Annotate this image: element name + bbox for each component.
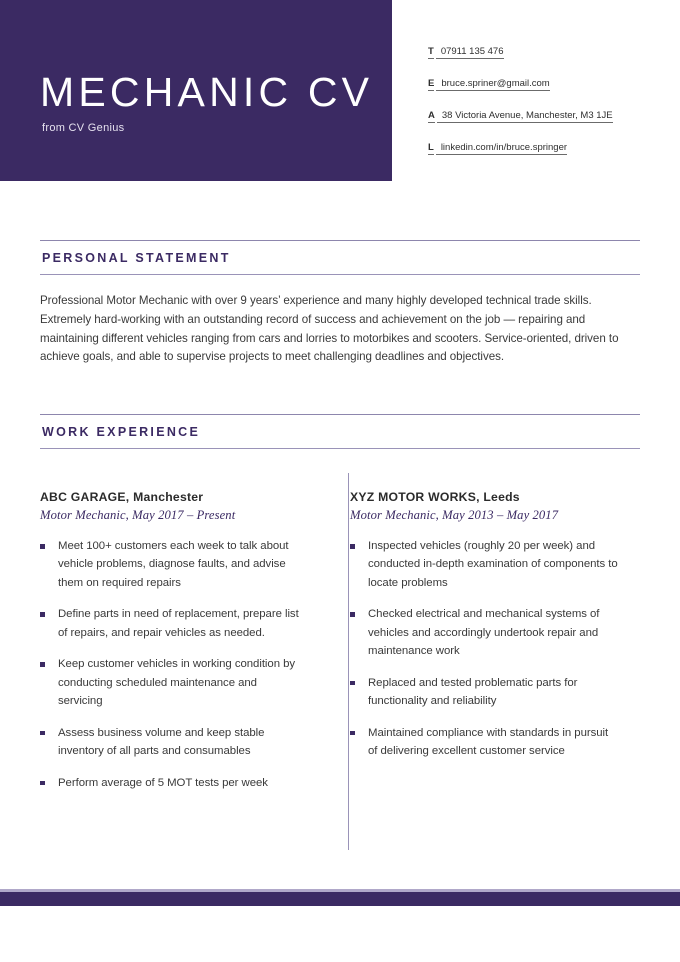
list-item: Assess business volume and keep stable inventory of all parts and consumables (40, 724, 304, 761)
contact-row-linkedin[interactable] (428, 142, 668, 155)
page-title: MECHANIC CV (40, 69, 374, 115)
job-entry-abc-garage (40, 490, 330, 805)
linkedin-icon: L (428, 142, 434, 153)
contact-linkedin-value[interactable]: linkedin.com/in/bruce.springer (436, 142, 567, 155)
section-title-personal-statement: PERSONAL STATEMENT (42, 251, 231, 265)
job-title-dates: Motor Mechanic, May 2017 – Present (40, 508, 236, 522)
list-item: Replaced and tested problematic parts for functionality and reliability (350, 674, 620, 711)
work-experience-columns (40, 490, 640, 805)
list-item: Keep customer vehicles in working condition by conducting scheduled maintenance and servicing (40, 655, 304, 710)
contact-address-value[interactable]: 38 Victoria Avenue, Manchester, M3 1JE (437, 110, 613, 123)
phone-icon: T (428, 46, 434, 57)
list-item: Meet 100+ customers each week to talk about vehicle problems, diagnose faults, and advise them on required repairs (40, 537, 304, 592)
contact-details (428, 46, 668, 174)
address-icon: A (428, 110, 435, 121)
contact-row-phone[interactable] (428, 46, 668, 59)
job-bullet-list (40, 537, 304, 792)
contact-email-value[interactable]: bruce.spriner@gmail.com (436, 78, 549, 91)
footer-bar (0, 892, 680, 906)
job-location-label: Leeds (483, 490, 520, 504)
job-company-label: ABC GARAGE, (40, 490, 130, 504)
job-company-name (350, 490, 620, 504)
job-company-label: XYZ MOTOR WORKS, (350, 490, 480, 504)
list-item: Maintained compliance with standards in pursuit of delivering excellent customer service (350, 724, 620, 761)
job-title-dates: Motor Mechanic, May 2013 – May 2017 (350, 508, 559, 522)
column-divider (348, 473, 349, 850)
header-banner (0, 0, 392, 181)
section-title-work-experience: WORK EXPERIENCE (42, 425, 201, 439)
list-item: Checked electrical and mechanical systems of vehicles and accordingly undertook repair and maintenance work (350, 605, 620, 660)
job-location-label: Manchester (133, 490, 204, 504)
contact-row-address[interactable] (428, 110, 668, 123)
section-rule-bottom (40, 448, 640, 449)
job-bullet-list (350, 537, 620, 761)
header-subtitle: from CV Genius (42, 122, 125, 134)
list-item: Perform average of 5 MOT tests per week (40, 774, 304, 792)
job-entry-xyz-motor-works (330, 490, 620, 805)
list-item: Define parts in need of replacement, prepare list of repairs, and repair vehicles as needed. (40, 605, 304, 642)
section-rule-bottom (40, 274, 640, 275)
contact-phone-value[interactable]: 07911 135 476 (436, 46, 504, 59)
personal-statement-body: Professional Motor Mechanic with over 9 years’ experience and many highly developed technical trade skills. Extremely hard-working with an outstanding record of success and achievement on the job — repairing and maintaining different vehicles ranging from cars and lorries to motorbikes and scooters. Service-oriented, driven to achieve goals, and able to supervise projects to meet challenging deadlines and objectives. (40, 294, 619, 364)
job-company-name (40, 490, 304, 504)
section-personal-statement (40, 240, 640, 379)
email-icon: E (428, 78, 435, 89)
contact-row-email[interactable] (428, 78, 668, 91)
list-item: Inspected vehicles (roughly 20 per week) and conducted in-depth examination of components to locate problems (350, 537, 620, 592)
section-work-experience (40, 414, 640, 805)
